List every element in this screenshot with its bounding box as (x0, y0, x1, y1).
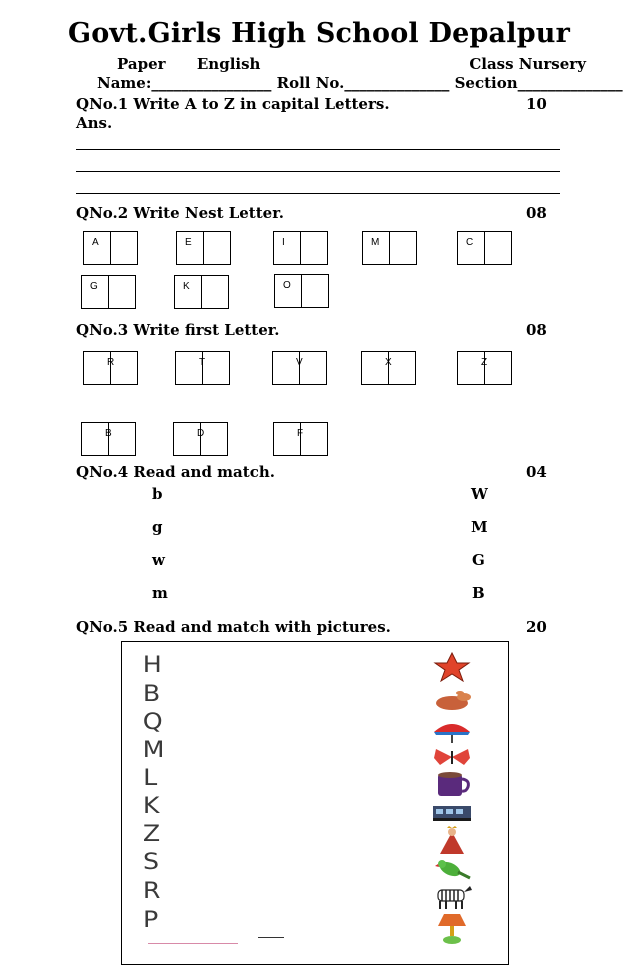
match-right-item: B (472, 584, 485, 602)
q5-marks: 20 (526, 618, 547, 636)
answer-line (76, 193, 560, 194)
picture-letter: Q (142, 710, 163, 735)
letter-box (83, 231, 138, 265)
picture-letter: Z (142, 822, 161, 847)
picture-letter: S (142, 850, 160, 875)
q3-marks: 08 (526, 321, 547, 339)
box-letter: R (107, 357, 115, 368)
picture-letter: L (143, 766, 158, 791)
umbrella-icon (430, 718, 474, 744)
q2-title: QNo.2 Write Nest Letter. (76, 204, 284, 222)
match-right-item: G (472, 551, 485, 569)
zebra-icon (430, 884, 474, 910)
q3-title: QNo.3 Write first Letter. (76, 321, 280, 339)
blank-cell[interactable] (108, 276, 135, 308)
q5-title: QNo.5 Read and match with pictures. (76, 618, 391, 636)
box-letter: I (282, 237, 285, 248)
q1-marks: 10 (526, 95, 547, 113)
letter-box (81, 275, 136, 309)
box-letter: Z (481, 357, 488, 368)
box-letter: D (197, 428, 205, 439)
box-letter: B (105, 428, 112, 439)
divider (148, 943, 238, 944)
letter-box (176, 231, 231, 265)
letter-box (83, 351, 138, 385)
box-letter: O (283, 280, 291, 291)
match-left-item: g (152, 518, 163, 536)
box-letter: C (466, 237, 474, 248)
box-letter: X (385, 357, 392, 368)
rabbit-icon (430, 690, 474, 712)
q1-ans-label: Ans. (76, 114, 113, 132)
letter-box (272, 351, 327, 385)
letter-box (174, 275, 229, 309)
student-info-line: Name:________________ Roll No.______________ Section______________ (97, 74, 623, 92)
blank-cell[interactable] (300, 232, 327, 264)
letter-box (173, 422, 228, 456)
blank-cell[interactable] (203, 232, 230, 264)
blank-cell[interactable] (484, 232, 511, 264)
letter-box (457, 231, 512, 265)
picture-letter: R (142, 879, 161, 904)
q4-title: QNo.4 Read and match. (76, 463, 275, 481)
box-letter: A (92, 237, 99, 248)
q2-marks: 08 (526, 204, 547, 222)
blank-cell[interactable] (389, 232, 416, 264)
parrot-icon (430, 858, 474, 880)
cup-icon (430, 770, 474, 798)
picture-letter: B (142, 682, 161, 707)
answer-line (76, 171, 560, 172)
letter-box (361, 351, 416, 385)
blank-cell[interactable] (201, 276, 228, 308)
letter-box (457, 351, 512, 385)
lamp-icon (430, 912, 474, 946)
butterfly-icon (430, 746, 474, 768)
paper-line: Paper English Class Nursery (117, 55, 586, 73)
box-letter: K (183, 281, 190, 292)
divider (258, 937, 284, 938)
box-letter: M (371, 237, 380, 248)
box-letter: E (185, 237, 192, 248)
letter-box (274, 274, 329, 308)
letter-box (273, 422, 328, 456)
match-right-item: W (471, 485, 488, 503)
picture-match-frame (121, 641, 509, 965)
letter-box (175, 351, 230, 385)
blank-cell[interactable] (110, 232, 137, 264)
answer-line (76, 149, 560, 150)
letter-box (81, 422, 136, 456)
q4-marks: 04 (526, 463, 547, 481)
letter-box (273, 231, 328, 265)
match-left-item: w (152, 551, 165, 569)
train-icon (430, 802, 474, 824)
picture-letter: H (142, 653, 162, 678)
box-letter: V (296, 357, 303, 368)
box-letter: T (199, 357, 206, 368)
picture-letter: K (142, 794, 160, 819)
blank-cell[interactable] (301, 275, 328, 307)
picture-letter: P (143, 908, 159, 933)
queen-icon (430, 826, 474, 856)
school-title: Govt.Girls High School Depalpur (67, 18, 571, 49)
letter-box (362, 231, 417, 265)
q1-title: QNo.1 Write A to Z in capital Letters. (76, 95, 390, 113)
star-icon (430, 652, 474, 682)
match-left-item: m (152, 584, 168, 602)
match-right-item: M (471, 518, 488, 536)
box-letter: G (90, 281, 98, 292)
picture-letter: M (142, 738, 165, 763)
match-left-item: b (152, 485, 163, 503)
box-letter: F (297, 428, 304, 439)
